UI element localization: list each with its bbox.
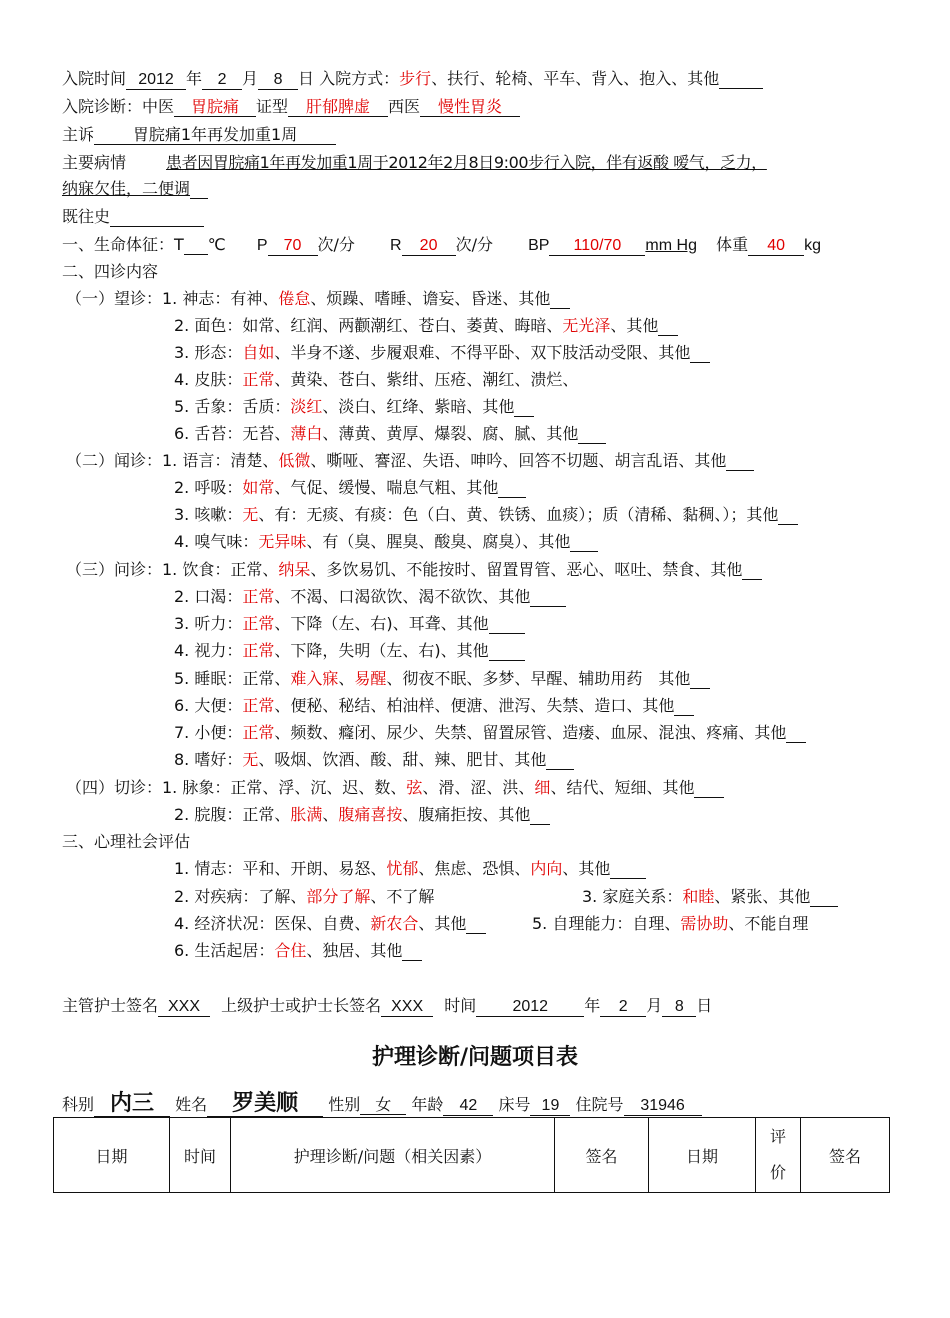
year-unit: 年 xyxy=(186,69,203,88)
text-span: 、滑、涩、洪、 xyxy=(422,778,535,797)
text-span: 2. 呼吸： xyxy=(174,478,243,497)
sleep-row xyxy=(174,668,710,690)
economy-row xyxy=(174,913,486,935)
text-span: 6. 舌苔：无苔、 xyxy=(174,424,291,443)
sign-time-label: 时间 xyxy=(444,996,477,1015)
header-diagnosis: 护理诊断/问题（相关因素） xyxy=(231,1118,555,1193)
wen2-label: （三）问诊：1. xyxy=(66,560,178,579)
text-span: 、下降，失明（左、右)、其他 xyxy=(274,641,489,660)
text-span: 、腹痛拒按、其他 xyxy=(402,805,531,824)
nurse-sign-label: 主管护士签名 xyxy=(62,996,159,1015)
temp-unit: ℃ xyxy=(207,235,226,254)
text-span: 7. 小便： xyxy=(174,723,243,742)
text-span: 低微 xyxy=(278,451,311,470)
text-span: 、 xyxy=(338,669,355,688)
header-eval-sign: 签名 xyxy=(801,1118,890,1193)
nursing-diagnosis-table xyxy=(53,1117,890,1193)
resp-label: R xyxy=(390,237,402,254)
text-span: 、多饮易饥、不能按时、留置胃管、恶心、呕吐、禁食、其他 xyxy=(310,560,743,579)
western-label: 西医 xyxy=(388,97,421,116)
text-span: 腹痛喜按 xyxy=(338,805,403,824)
admission-method-selected: 步行 xyxy=(399,69,432,88)
text-span: 、吸烟、饮酒、酸、甜、辣、肥甘、其他 xyxy=(258,750,547,769)
tongue-row xyxy=(174,396,534,418)
text-span: 薄白 xyxy=(290,424,323,443)
bed-value: 19 xyxy=(530,1097,570,1116)
dept-value: 内三 xyxy=(94,1092,170,1117)
text-span: 3. 形态： xyxy=(174,343,243,362)
text-span: 6. 大便： xyxy=(174,696,243,715)
vitals-label: 一、生命体征：T xyxy=(62,235,184,254)
text-span: 合住 xyxy=(274,941,307,960)
text-span: 5. 自理能力：自理、 xyxy=(532,914,681,933)
text-span: 价 xyxy=(769,1163,786,1182)
text-span: 胀满 xyxy=(290,805,323,824)
diagnosis-row xyxy=(62,96,520,118)
admission-row xyxy=(62,68,763,90)
pulse-unit: 次/分 xyxy=(317,235,355,254)
weight-label: 体重 xyxy=(716,235,749,254)
text-span: 1. 情志：平和、开朗、易怒、 xyxy=(174,859,387,878)
text-span: 4. 经济状况：医保、自费、 xyxy=(174,914,371,933)
tcm-diagnosis: 胃脘痛 xyxy=(174,98,256,117)
head-nurse-label: 上级护士或护士长签名 xyxy=(221,996,382,1015)
text-span: 4. 视力： xyxy=(174,641,243,660)
qie-label: （四）切诊：1. xyxy=(66,778,178,797)
text-span: 、烦躁、嗜睡、谵妄、昏迷、其他 xyxy=(310,289,551,308)
odor-row xyxy=(174,531,598,553)
pulse-value: 70 xyxy=(268,237,318,256)
text-span: 部分了解 xyxy=(306,887,371,906)
text-span: 、有（臭、腥臭、酸臭、腐臭）、其他 xyxy=(306,532,571,551)
stool-row xyxy=(174,695,694,717)
text-span: 、其他 xyxy=(610,316,659,335)
text-span: 5. 舌象：舌质： xyxy=(174,397,291,416)
resp-unit: 次/分 xyxy=(455,235,493,254)
weight-value: 40 xyxy=(748,237,804,256)
text-span: 4. 嗅气味： xyxy=(174,532,259,551)
text-span: 、气促、缓慢、喘息气粗、其他 xyxy=(274,478,499,497)
text-span: 内向 xyxy=(530,859,563,878)
patient-name: 罗美顺 xyxy=(207,1092,323,1117)
text-span: 、不了解 xyxy=(370,887,435,906)
inpatient-value: 31946 xyxy=(624,1097,702,1116)
text-span: 、黄染、苍白、紫绀、压疮、潮红、溃烂、 xyxy=(274,370,579,389)
family-row xyxy=(582,886,838,908)
admission-month: 2 xyxy=(202,71,242,90)
text-span: 倦怠 xyxy=(278,289,311,308)
complexion-row xyxy=(174,315,678,337)
wen-row-1 xyxy=(66,450,754,472)
nurse-sign-value: XXX xyxy=(158,998,210,1017)
habits-row xyxy=(174,749,574,771)
text-span: 、薄黄、黄厚、爆裂、腐、腻、其他 xyxy=(322,424,579,443)
emotion-row xyxy=(174,858,646,880)
header-date: 日期 xyxy=(54,1118,170,1193)
text-span: 、不能自理 xyxy=(728,914,809,933)
day-unit: 日 xyxy=(298,69,315,88)
sex-label: 性别 xyxy=(328,1095,361,1114)
text-span: 淡红 xyxy=(290,397,323,416)
patient-info-row xyxy=(62,1092,702,1118)
text-span: 、下降（左、右)、耳聋、其他 xyxy=(274,614,489,633)
day-unit: 日 xyxy=(696,996,713,1015)
header-eval-date: 日期 xyxy=(649,1118,756,1193)
past-history-row xyxy=(62,206,204,228)
urine-row xyxy=(174,722,806,744)
text-span: 2. 脘腹：正常、 xyxy=(174,805,291,824)
sign-day: 8 xyxy=(662,998,696,1017)
qie-row-1 xyxy=(66,777,724,799)
text-span: 5. 睡眠：正常、 xyxy=(174,669,291,688)
admission-method-options: 、扶行、轮椅、平车、背入、抱入、其他 xyxy=(431,69,720,88)
skin-row xyxy=(174,369,578,391)
wen-label: （二）闻诊：1. xyxy=(66,451,178,470)
text-span: 、便秘、秘结、柏油样、便溏、泄泻、失禁、造口、其他 xyxy=(274,696,675,715)
text-span: 易醒 xyxy=(354,669,387,688)
text-span: 、 xyxy=(322,805,339,824)
weight-unit: kg xyxy=(804,237,821,254)
text-span: 、频数、癃闭、尿少、失禁、留置尿管、造瘘、血尿、混浊、疼痛、其他 xyxy=(274,723,787,742)
header-sign: 签名 xyxy=(555,1118,649,1193)
text-span: 、彻夜不眠、多梦、早醒、辅助用药 其他 xyxy=(386,669,691,688)
text-span: 难入寐 xyxy=(290,669,339,688)
bed-label: 床号 xyxy=(498,1095,531,1114)
text-span: 需协助 xyxy=(680,914,729,933)
admission-year: 2012 xyxy=(126,71,186,90)
text-span: 、结代、短细、其他 xyxy=(550,778,695,797)
month-unit: 月 xyxy=(646,996,663,1015)
text-span: 2. 对疾病：了解、 xyxy=(174,887,307,906)
text-span: 、不渴、口渴欲饮、渴不欲饮、其他 xyxy=(274,587,531,606)
text-span: 脉象：正常、浮、沉、迟、数、 xyxy=(182,778,407,797)
pulse-label: P xyxy=(256,237,268,254)
text-span: 忧郁 xyxy=(386,859,419,878)
text-span: 、焦虑、恐惧、 xyxy=(418,859,531,878)
text-span: 无异味 xyxy=(258,532,307,551)
wen2-row-1 xyxy=(66,559,762,581)
diagnosis-label: 入院诊断：中医 xyxy=(62,97,175,116)
thirst-row xyxy=(174,586,566,608)
text-span: 正常 xyxy=(242,641,275,660)
western-diagnosis: 慢性胃炎 xyxy=(420,98,520,117)
text-span: 3. 听力： xyxy=(174,614,243,633)
head-nurse-value: XXX xyxy=(381,998,433,1017)
text-span: 如常 xyxy=(242,478,275,497)
text-span: 、有：无痰、有痰：色（白、黄、铁锈、血痰）；质（清稀、黏稠、）；其他 xyxy=(258,505,779,524)
name-label: 姓名 xyxy=(175,1095,208,1114)
text-span: 和睦 xyxy=(682,887,715,906)
text-span: 纳呆 xyxy=(278,560,311,579)
cough-row xyxy=(174,504,798,526)
bp-label: BP xyxy=(528,237,550,254)
history-text-1: 患者因胃脘痛1年再发加重1周于2012年2月8日9:00步行入院，伴有返酸 嗳气，乏力， xyxy=(166,153,767,172)
text-span: 自如 xyxy=(242,343,275,362)
age-label: 年龄 xyxy=(411,1095,444,1114)
dept-label: 科别 xyxy=(62,1095,95,1114)
living-row xyxy=(174,940,422,962)
self-care-row xyxy=(532,913,808,935)
psych-title: 三、心理社会评估 xyxy=(62,832,191,851)
disease-knowledge-row xyxy=(174,886,434,908)
text-span: 4. 皮肤： xyxy=(174,370,243,389)
month-unit: 月 xyxy=(242,69,259,88)
bp-value: 110/70 xyxy=(549,237,645,256)
text-span: 语言：清楚、 xyxy=(182,451,279,470)
nursing-diagnosis-title: 护理诊断/问题项目表 xyxy=(371,1045,579,1070)
sign-year: 2012 xyxy=(476,998,584,1017)
sign-month: 2 xyxy=(600,998,646,1017)
history-row xyxy=(62,152,858,174)
text-span: 神志：有神、 xyxy=(182,289,279,308)
text-span: 3. 咳嗽： xyxy=(174,505,243,524)
wang-label: （一）望诊：1. xyxy=(66,289,178,308)
text-span: 正常 xyxy=(242,587,275,606)
history-text-2: 纳寐欠佳，二便调 xyxy=(62,179,191,198)
complaint-value: 胃脘痛1年再发加重1周 xyxy=(94,126,336,145)
history-label: 主要病情 xyxy=(62,153,127,172)
sex-value: 女 xyxy=(360,1096,406,1115)
text-span: 饮食：正常、 xyxy=(182,560,279,579)
bp-unit: mm Hg xyxy=(645,237,697,254)
table-header-row xyxy=(54,1118,890,1193)
text-span: 细 xyxy=(534,778,551,797)
text-span: 2. 口渴： xyxy=(174,587,243,606)
header-time: 时间 xyxy=(170,1118,231,1193)
vitals-row xyxy=(62,234,821,257)
past-history-label: 既往史 xyxy=(62,207,111,226)
text-span: 、半身不遂、步履艰难、不得平卧、双下肢活动受限、其他 xyxy=(274,343,691,362)
text-span: 正常 xyxy=(242,370,275,389)
text-span: 3. 家庭关系： xyxy=(582,887,683,906)
header-evaluation xyxy=(756,1118,801,1193)
year-unit: 年 xyxy=(584,996,601,1015)
admission-day: 8 xyxy=(258,71,298,90)
text-span: 、独居、其他 xyxy=(306,941,403,960)
resp-value: 20 xyxy=(402,237,456,256)
text-span: 正常 xyxy=(242,696,275,715)
text-span: 、其他 xyxy=(418,914,467,933)
abdomen-row xyxy=(174,804,550,826)
text-span: 正常 xyxy=(242,723,275,742)
text-span: 正常 xyxy=(242,614,275,633)
pattern-label: 证型 xyxy=(256,97,289,116)
text-span: 、其他 xyxy=(562,859,611,878)
admission-method-label: 入院方式： xyxy=(319,69,400,88)
admission-time-label: 入院时间 xyxy=(62,69,127,88)
coating-row xyxy=(174,423,606,445)
hearing-row xyxy=(174,613,525,635)
text-span: 、淡白、红绛、紫暗、其他 xyxy=(322,397,515,416)
complaint-row xyxy=(62,124,336,146)
text-span: 2. 面色：如常、红润、两颧潮红、苍白、萎黄、晦暗、 xyxy=(174,316,563,335)
text-span: 、嘶哑、謇涩、失语、呻吟、回答不切题、胡言乱语、其他 xyxy=(310,451,727,470)
text-span: 、紧张、其他 xyxy=(714,887,811,906)
vision-row xyxy=(174,640,525,662)
breath-row xyxy=(174,477,526,499)
pattern-value: 肝郁脾虚 xyxy=(288,98,388,117)
wang-row-1 xyxy=(66,288,570,310)
text-span: 8. 嗜好： xyxy=(174,750,243,769)
text-span: 6. 生活起居： xyxy=(174,941,275,960)
age-value: 42 xyxy=(443,1097,493,1116)
four-methods-title: 二、四诊内容 xyxy=(62,262,159,281)
text-span: 新农合 xyxy=(370,914,419,933)
text-span: 无 xyxy=(242,750,259,769)
text-span: 弦 xyxy=(406,778,423,797)
text-span: 无 xyxy=(242,505,259,524)
complaint-label: 主诉 xyxy=(62,125,95,144)
history-row-2 xyxy=(62,178,208,200)
inpatient-label: 住院号 xyxy=(575,1095,624,1114)
text-span: 评 xyxy=(769,1127,786,1146)
posture-row xyxy=(174,342,710,364)
signature-row xyxy=(62,995,712,1017)
text-span: 无光泽 xyxy=(562,316,611,335)
